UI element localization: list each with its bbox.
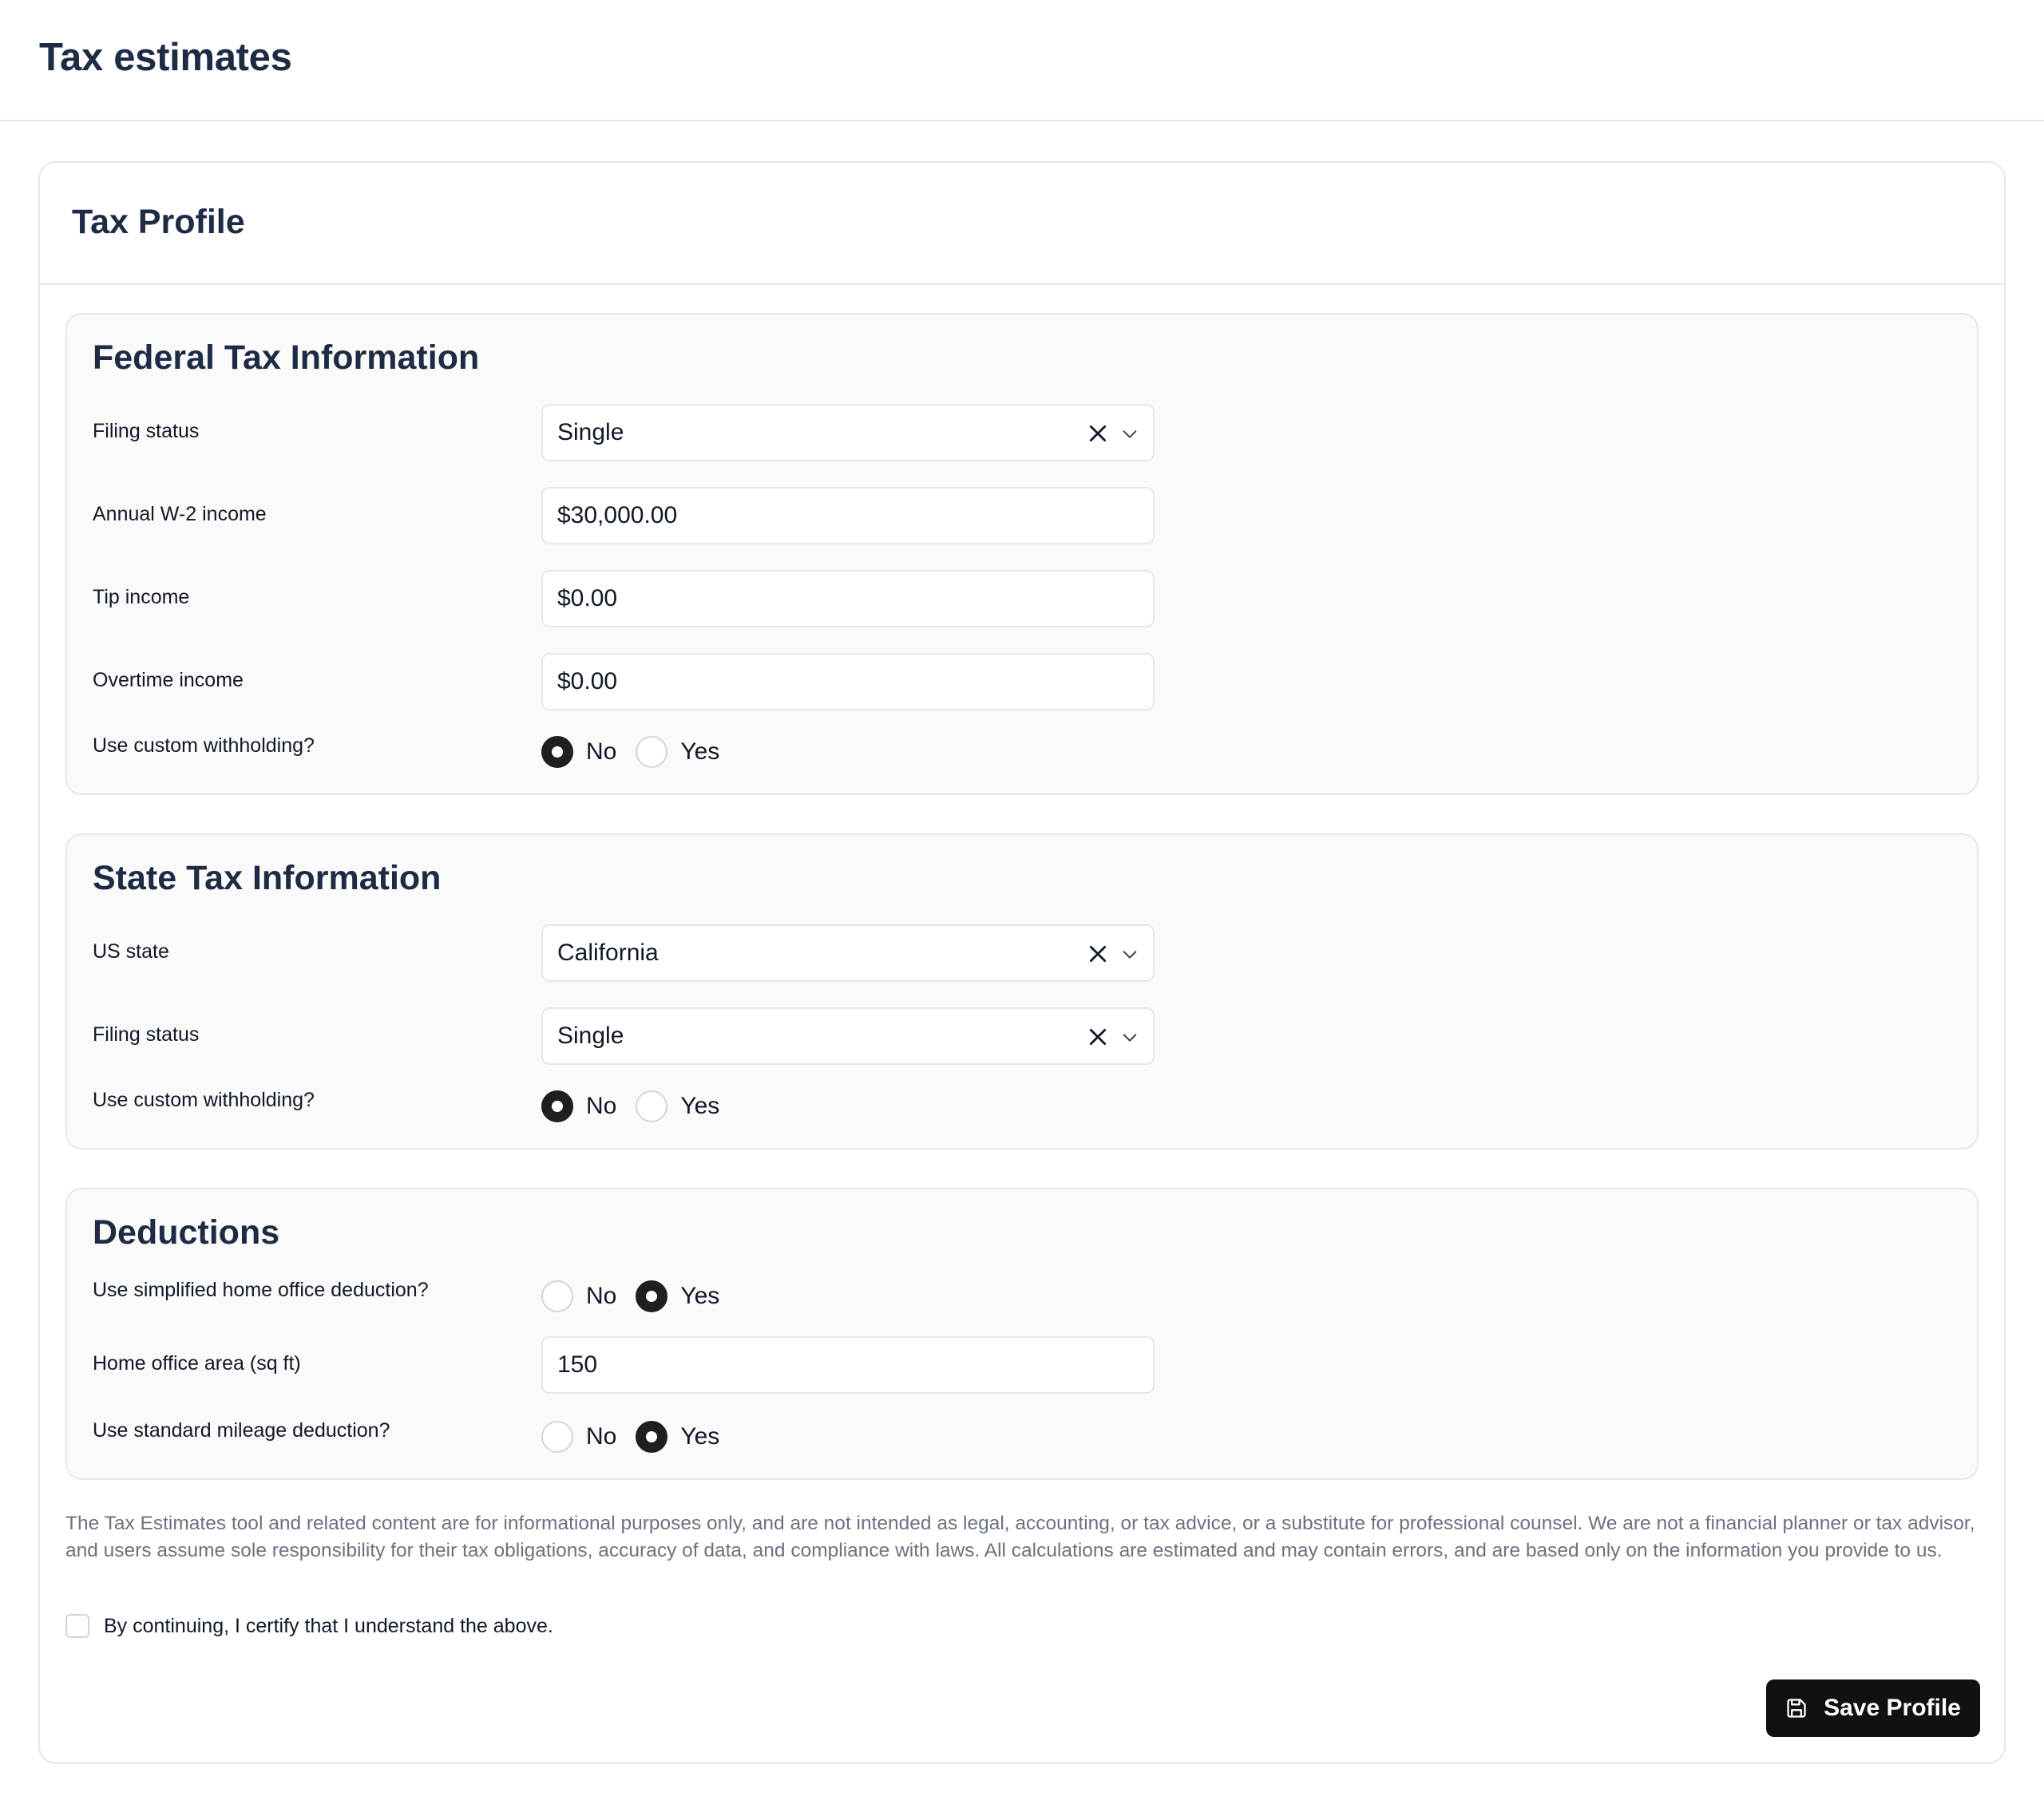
radio-button-yes[interactable]: [636, 1280, 667, 1312]
federal-section-title: Federal Tax Information: [93, 338, 480, 377]
overtime-income-field[interactable]: [541, 653, 1155, 710]
disclaimer-text: The Tax Estimates tool and related content are for informational purposes only, and are not intended as legal, accounting, or tax advice, or a substitute for professional counsel. We are not a financial planner or tax advisor, and users assume sole responsibility for their tax obligations, accuracy of data, and compliance with laws. All calculations are estimated and may contain errors, and are based only on the information you provide to us.: [65, 1513, 1975, 1561]
deductions-section-title: Deductions: [93, 1213, 280, 1252]
radio-option-yes[interactable]: [636, 736, 719, 768]
home-office-area-input[interactable]: [557, 1351, 1116, 1379]
radio-button-yes[interactable]: [636, 1090, 667, 1122]
certify-checkbox[interactable]: [65, 1614, 89, 1638]
clear-icon[interactable]: [1087, 1027, 1108, 1047]
chevron-down-icon[interactable]: [1121, 425, 1139, 443]
radio-label-yes: Yes: [680, 1423, 720, 1450]
certify-row[interactable]: [65, 1614, 553, 1638]
radio-button-no[interactable]: [541, 1090, 573, 1122]
radio-label-no: No: [586, 1423, 617, 1450]
w2-income-field[interactable]: [541, 487, 1155, 544]
radio-option-no[interactable]: [541, 1421, 616, 1453]
state-custom-withholding-radio-group: [541, 1090, 739, 1122]
state-tax-section: [65, 833, 1979, 1149]
radio-label-no: No: [586, 1093, 617, 1119]
clear-icon[interactable]: [1087, 423, 1108, 444]
radio-button-yes[interactable]: [636, 736, 667, 768]
radio-option-yes[interactable]: [636, 1090, 719, 1122]
us-state-value: California: [557, 940, 659, 966]
clear-icon[interactable]: [1087, 944, 1108, 964]
home-office-area-field[interactable]: [541, 1336, 1155, 1394]
state-filing-status-select[interactable]: [541, 1007, 1155, 1065]
radio-label-yes: Yes: [680, 1283, 720, 1309]
chevron-down-icon[interactable]: [1121, 946, 1139, 963]
federal-custom-withholding-radio-group: [541, 736, 739, 768]
home-office-deduction-label: Use simplified home office deduction?: [93, 1279, 429, 1301]
radio-option-no[interactable]: [541, 736, 616, 768]
federal-tax-section: [65, 313, 1979, 795]
us-state-label: US state: [93, 940, 169, 963]
mileage-deduction-label: Use standard mileage deduction?: [93, 1419, 390, 1442]
tip-income-field[interactable]: [541, 570, 1155, 627]
mileage-deduction-radio-group: [541, 1421, 739, 1453]
radio-label-no: No: [586, 1283, 617, 1309]
federal-custom-withholding-label: Use custom withholding?: [93, 734, 315, 757]
radio-button-no[interactable]: [541, 736, 573, 768]
home-office-deduction-radio-group: [541, 1280, 739, 1312]
radio-option-no[interactable]: [541, 1090, 616, 1122]
page-header: [0, 0, 2044, 121]
radio-button-no[interactable]: [541, 1280, 573, 1312]
save-profile-button[interactable]: [1766, 1679, 1980, 1737]
card-title: Tax Profile: [72, 203, 245, 241]
radio-option-yes[interactable]: [636, 1421, 719, 1453]
tip-income-input[interactable]: [557, 585, 1116, 612]
state-filing-status-value: Single: [557, 1023, 624, 1049]
us-state-select[interactable]: [541, 924, 1155, 982]
state-filing-status-label: Filing status: [93, 1023, 200, 1046]
tip-income-label: Tip income: [93, 586, 190, 608]
certify-label: By continuing, I certify that I understand the above.: [104, 1614, 553, 1637]
radio-option-yes[interactable]: [636, 1280, 719, 1312]
save-icon: [1785, 1697, 1808, 1719]
overtime-income-input[interactable]: [557, 668, 1116, 695]
radio-label-no: No: [586, 738, 617, 765]
w2-income-input[interactable]: [557, 502, 1116, 529]
page-title: Tax estimates: [39, 36, 292, 79]
tax-profile-card: [38, 161, 2006, 1764]
home-office-area-label: Home office area (sq ft): [93, 1352, 301, 1375]
radio-button-yes[interactable]: [636, 1421, 667, 1453]
deductions-section: [65, 1188, 1979, 1480]
state-section-title: State Tax Information: [93, 859, 442, 897]
chevron-down-icon[interactable]: [1121, 1029, 1139, 1046]
card-header: [40, 163, 2004, 285]
overtime-income-label: Overtime income: [93, 669, 244, 691]
save-button-label: Save Profile: [1824, 1695, 1961, 1721]
state-custom-withholding-label: Use custom withholding?: [93, 1089, 315, 1111]
federal-filing-status-value: Single: [557, 419, 624, 445]
w2-income-label: Annual W-2 income: [93, 503, 267, 525]
federal-filing-status-label: Filing status: [93, 420, 200, 442]
radio-option-no[interactable]: [541, 1280, 616, 1312]
radio-label-yes: Yes: [680, 738, 720, 765]
radio-label-yes: Yes: [680, 1093, 720, 1119]
radio-button-no[interactable]: [541, 1421, 573, 1453]
federal-filing-status-select[interactable]: [541, 404, 1155, 461]
